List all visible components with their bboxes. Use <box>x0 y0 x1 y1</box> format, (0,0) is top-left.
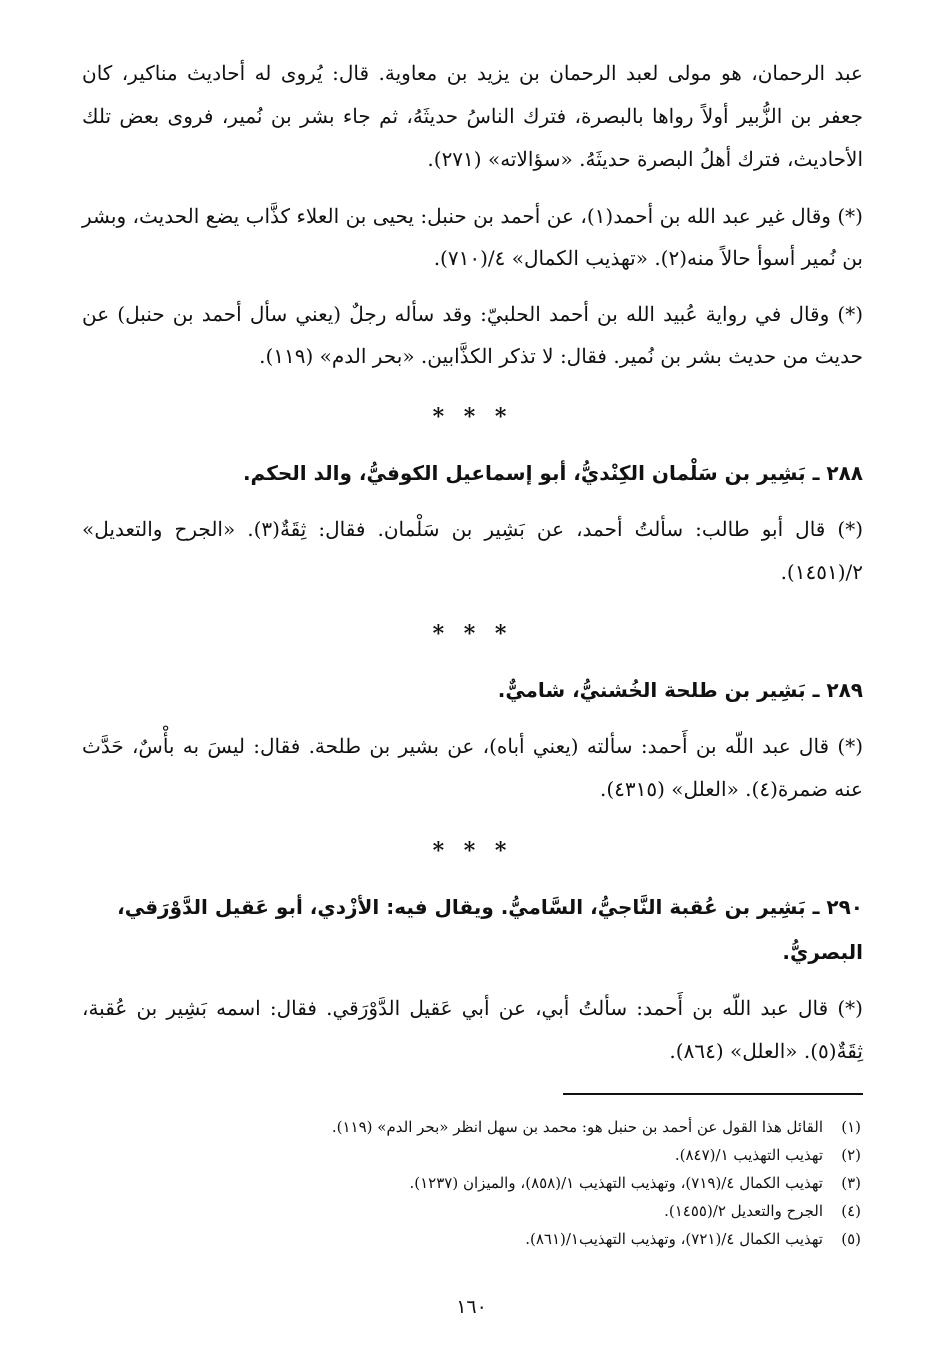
entry-text-290: (*) قال عبد اللّه بن أَحمد: سألتُ أبي، عن أبي عَقيل الدَّوْرَقي. فقال: اسمه بَشِير بن عُقبة، ثِقَةٌ(٥). «العلل» (٨٦٤). <box>82 996 863 1063</box>
footnote-text: تهذيب الكمال ٤/(٧١٩)، وتهذيب التهذيب ١/(٨٥٨)، والميزان (١٢٣٧). <box>409 1174 823 1192</box>
paragraph-quote: (*) وقال غير عبد الله بن أحمد(١)، عن أحمد بن حنبل: يحيى بن العلاء كذَّاب يضع الحديث، وبشر بن نُمير أسوأ حالاً منه(٢). «تهذيب الكمال» ٤/(٧١٠). <box>82 204 863 270</box>
paragraph-continuation: عبد الرحمان، هو مولى لعبد الرحمان بن يزيد بن معاوية. قال: يُروى له أحاديث مناكير، كان جعفر بن الزُّبير أولاً رواها بالبصرة، فترك الناسُ حديثَهُ، ثم جاء بشر بن نُمير، فروى بعض تلك الأحاديث، فترك أهلُ البصرة حديثَهُ. «سؤالاته» (٢٧١). <box>82 61 863 171</box>
footnotes <box>82 1113 863 1253</box>
footnote-number: (٥) <box>841 1230 861 1248</box>
footnote <box>82 1197 863 1225</box>
footnote-number: (٣) <box>841 1174 861 1192</box>
footnote <box>82 1113 863 1141</box>
section-separator: * * * <box>432 404 513 430</box>
footnote <box>82 1141 863 1169</box>
footnote-text: تهذيب التهذيب ١/(٨٤٧). <box>674 1146 823 1164</box>
footnote-number: (١) <box>841 1118 861 1136</box>
paragraph-quote: (*) وقال في رواية عُبيد الله بن أحمد الحلبيّ: وقد سأله رجلٌ (يعني سأل أحمد بن حنبل) عن حديث من حديث بشر بن نُمير. فقال: لا تذكر الكذَّابين. «بحر الدم» (١١٩). <box>82 302 864 368</box>
entry-text-288: (*) قال أبو طالب: سألتُ أحمد، عن بَشِير بن سَلْمان. فقال: ثِقَةٌ(٣). «الجرح والتعديل» ٢/(١٤٥١). <box>82 517 863 584</box>
footnote <box>82 1225 863 1253</box>
entry-title-289: ٢٨٩ ـ بَشِير بن طلحة الخُشنيُّ، شاميٌّ. <box>497 678 863 702</box>
footnote-divider <box>563 1093 863 1095</box>
entry-title-290: ٢٩٠ ـ بَشِير بن عُقبة النَّاجيُّ، السَّاميُّ. ويقال فيه: الأزْدي، أبو عَقيل الدَّوْرَقي، البصريُّ. <box>117 895 863 964</box>
section-separator: * * * <box>432 621 513 647</box>
footnote-number: (٤) <box>841 1202 861 1220</box>
footnote-text: تهذيب الكمال ٤/(٧٢١)، وتهذيب التهذيب١/(٨٦١). <box>525 1230 823 1248</box>
section-separator: * * * <box>432 838 513 864</box>
footnote-number: (٢) <box>841 1146 861 1164</box>
footnote-text: القائل هذا القول عن أحمد بن حنبل هو: محمد بن سهل انظر «بحر الدم» (١١٩). <box>331 1118 823 1136</box>
footnote-text: الجرح والتعديل ٢/(١٤٥٥). <box>664 1202 823 1220</box>
entry-title-288: ٢٨٨ ـ بَشِير بن سَلْمان الكِنْديُّ، أبو إسماعيل الكوفيُّ، والد الحكم. <box>242 461 863 485</box>
page-number: ١٦٠ <box>456 1296 487 1318</box>
footnote <box>82 1169 863 1197</box>
entry-text-289: (*) قال عبد اللّه بن أَحمد: سألته (يعني أباه)، عن بشير بن طلحة. فقال: ليسَ به بأْسٌ، حَدَّث عنه ضمرة(٤). «العلل» (٤٣١٥). <box>82 734 863 801</box>
